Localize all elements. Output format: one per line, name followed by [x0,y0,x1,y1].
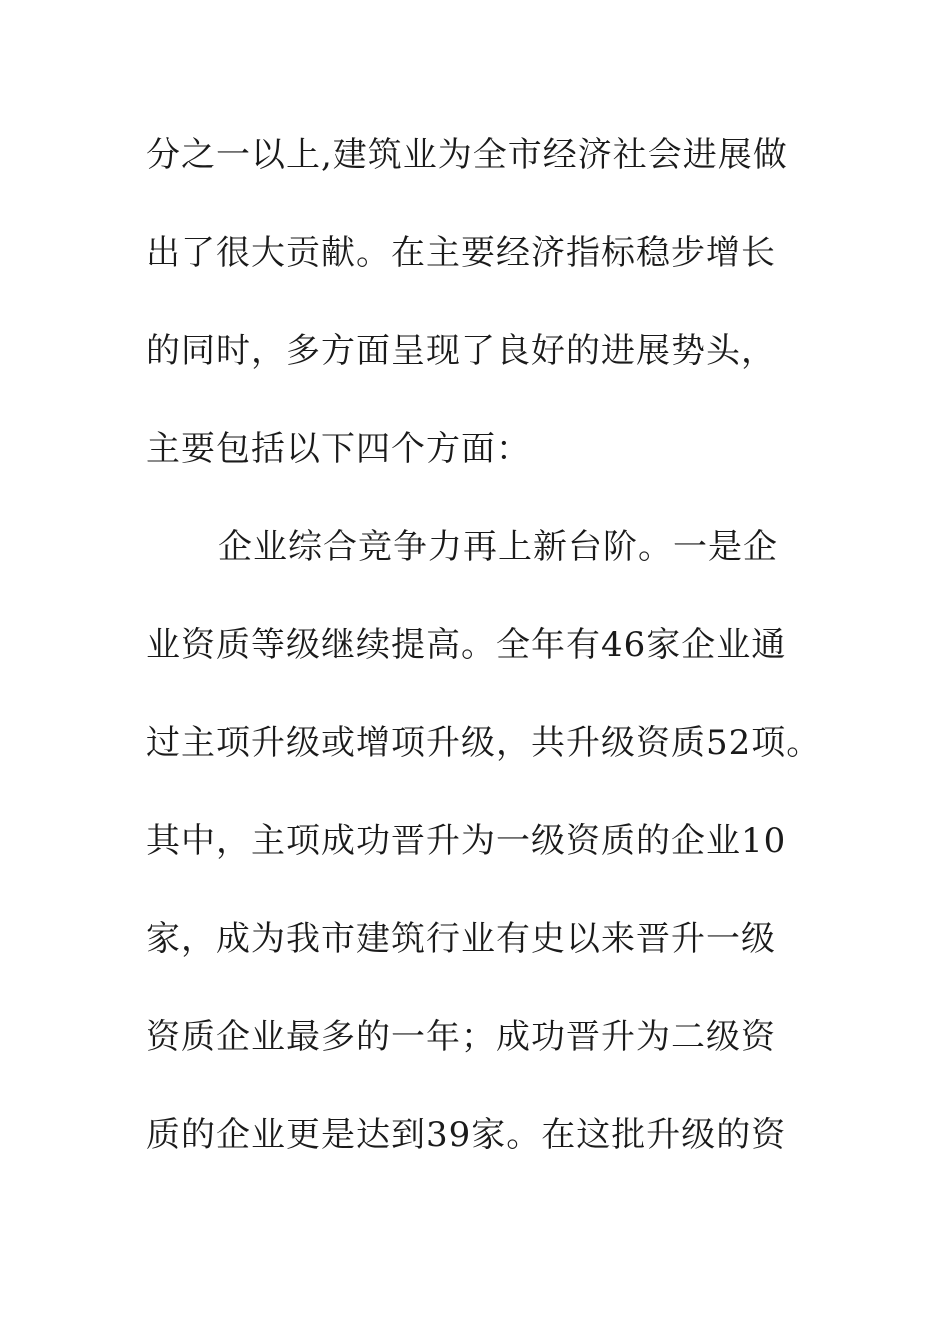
document-body [146,128,866,1206]
text-line: 家，成为我市建筑行业有史以来晋升一级 [146,919,776,959]
text-line: 分之一以上,建筑业为全市经济社会进展做 [146,135,788,175]
text-line: 的同时，多方面呈现了良好的进展势头， [146,331,776,371]
text-line: 其中，主项成功晋升为一级资质的企业10 [146,821,787,861]
text-line: 资质企业最多的一年；成功晋升为二级资 [146,1017,776,1057]
text-line: 出了很大贡献。在主要经济指标稳步增长 [146,233,776,273]
text-line: 质的企业更是达到39家。在这批升级的资 [146,1115,787,1155]
paragraph-first-line: 企业综合竞争力再上新台阶。一是企 [218,527,778,567]
text-line: 过主项升级或增项升级，共升级资质52项。 [146,723,822,763]
text-line: 业资质等级继续提高。全年有46家企业通 [146,625,787,665]
text-line: 主要包括以下四个方面： [146,429,531,469]
